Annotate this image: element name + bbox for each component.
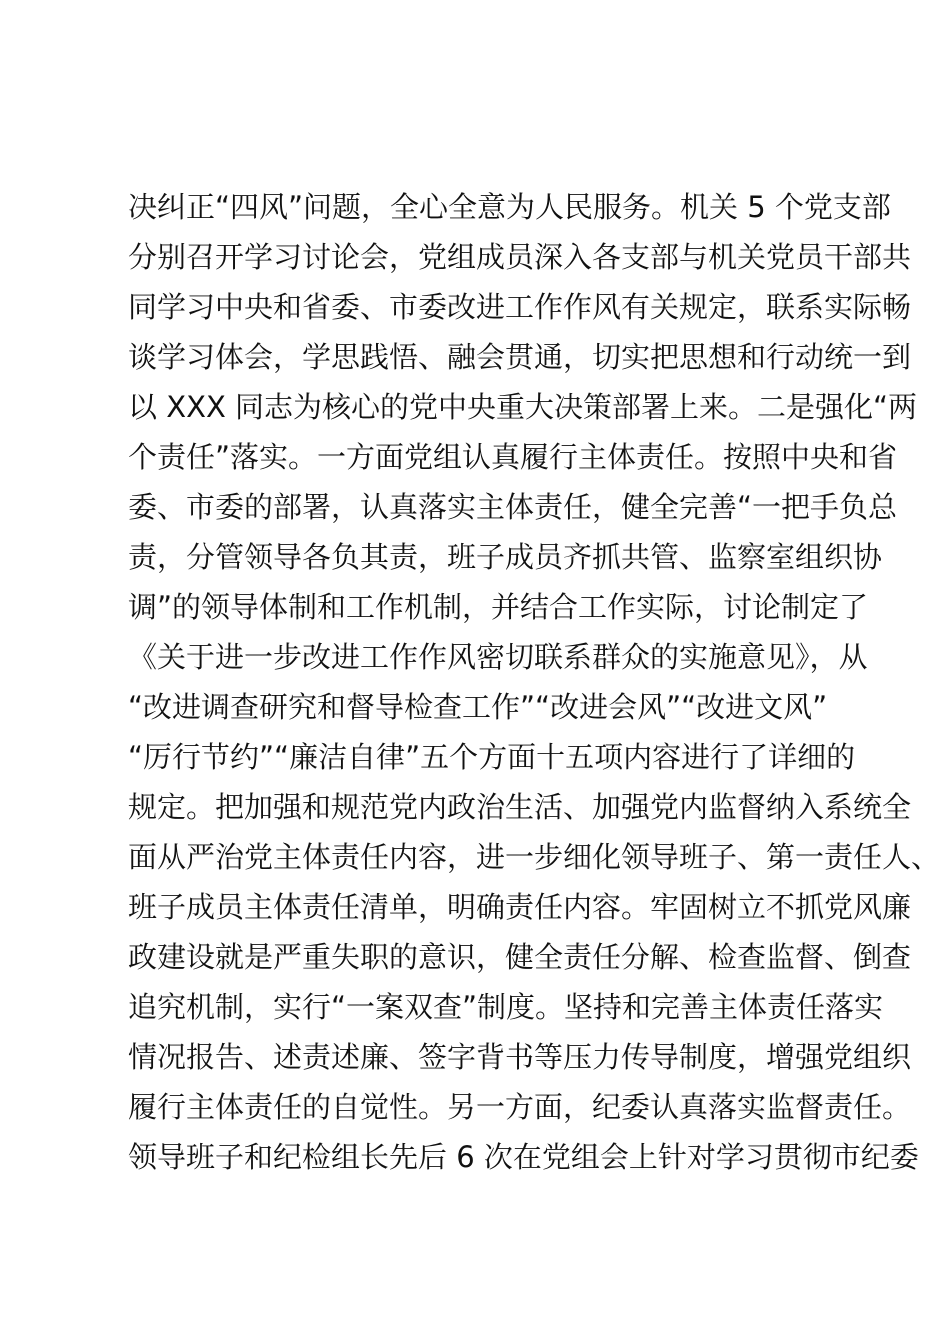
text-line: 《关于进一步改进工作作风密切联系群众的实施意见》，从 <box>128 640 868 674</box>
text-line: 决纠正“四风”问题，全心全意为人民服务。机关 5 个党支部 <box>128 190 891 224</box>
text-line: 谈学习体会，学思践悟、融会贯通，切实把思想和行动统一到 <box>128 340 912 374</box>
text-line: “改进调查研究和督导检查工作”“改进会风”“改进文风” <box>128 690 828 724</box>
text-line: 同学习中央和省委、市委改进工作作风有关规定，联系实际畅 <box>128 290 912 324</box>
body-text <box>128 182 941 1182</box>
text-line: 政建设就是严重失职的意识，健全责任分解、检查监督、倒查 <box>128 940 912 974</box>
text-line: 调”的领导体制和工作机制，并结合工作实际，讨论制定了 <box>128 590 869 624</box>
text-line: 委、市委的部署，认真落实主体责任，健全完善“一把手负总 <box>128 490 898 524</box>
text-line: 分别召开学习讨论会，党组成员深入各支部与机关党员干部共 <box>128 240 912 274</box>
text-line: 情况报告、述责述廉、签字背书等压力传导制度，增强党组织 <box>128 1040 912 1074</box>
text-line: 班子成员主体责任清单，明确责任内容。牢固树立不抓党风廉 <box>128 890 912 924</box>
text-line: 个责任”落实。一方面党组认真履行主体责任。按照中央和省 <box>128 440 898 474</box>
text-line: 履行主体责任的自觉性。另一方面，纪委认真落实监督责任。 <box>128 1090 912 1124</box>
text-line: “厉行节约”“廉洁自律”五个方面十五项内容进行了详细的 <box>128 740 856 774</box>
text-line: 面从严治党主体责任内容，进一步细化领导班子、第一责任人、 <box>128 840 941 874</box>
text-line: 责，分管领导各负其责，班子成员齐抓共管、监察室组织协 <box>128 540 883 574</box>
text-line: 规定。把加强和规范党内政治生活、加强党内监督纳入系统全 <box>128 790 912 824</box>
text-line: 以 XXX 同志为核心的党中央重大决策部署上来。二是强化“两 <box>128 390 918 424</box>
text-line: 追究机制，实行“一案双查”制度。坚持和完善主体责任落实 <box>128 990 884 1024</box>
text-line: 领导班子和纪检组长先后 6 次在党组会上针对学习贯彻市纪委 <box>128 1140 919 1174</box>
